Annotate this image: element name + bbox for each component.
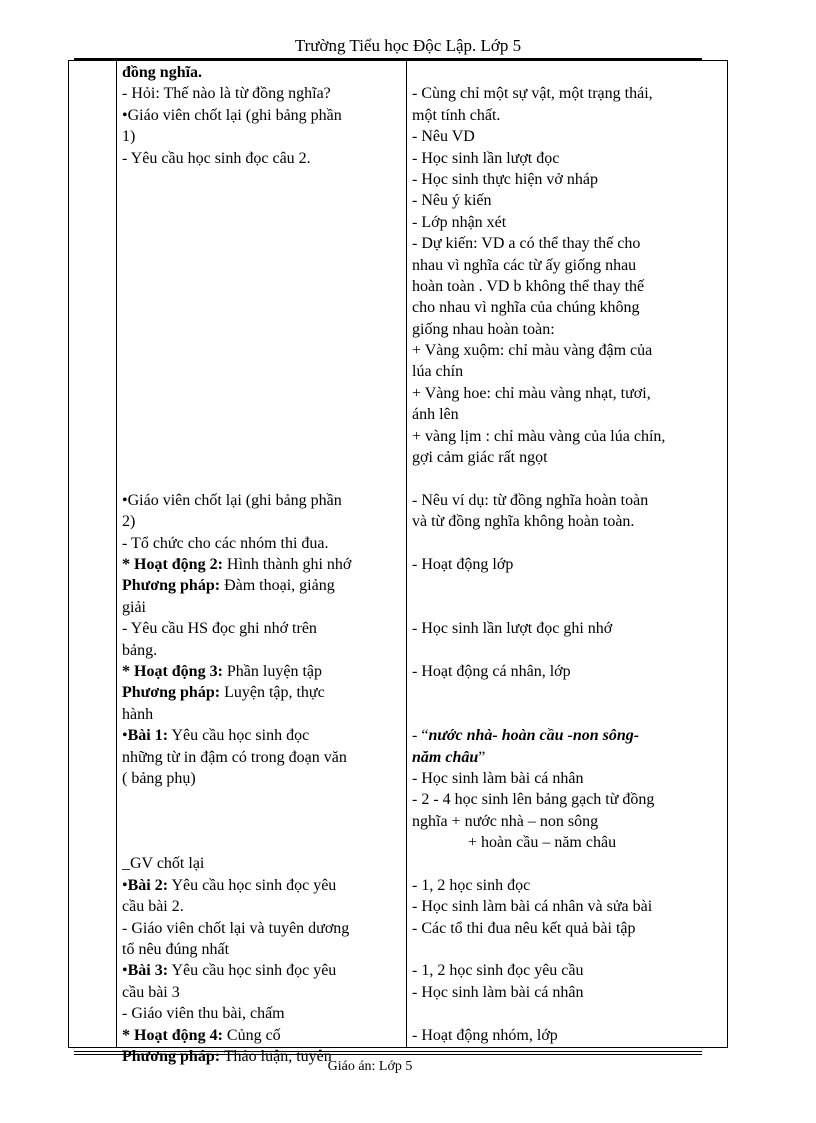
text-run: Phương pháp:: [122, 1047, 221, 1065]
left-column-line: [122, 190, 404, 211]
left-column-line: 2): [122, 513, 136, 531]
text-run: - “: [412, 727, 429, 745]
text-run: Yêu cầu học sinh đọc yêu: [168, 962, 337, 980]
footer-rule-top: [74, 1051, 702, 1052]
left-column-line: [122, 233, 404, 254]
right-column-line: [412, 575, 724, 596]
text-run: Yêu cầu học sinh đọc: [168, 727, 310, 745]
table-column-divider-2: [406, 60, 407, 1048]
right-column-line: - 1, 2 học sinh đọc yêu cầu: [412, 962, 584, 980]
right-column-line: [412, 682, 724, 703]
left-column-line: [122, 361, 404, 382]
left-column-line: những từ in đậm có trong đoạn văn: [122, 748, 347, 766]
text-run: ”: [478, 748, 486, 766]
left-column-line: [122, 789, 404, 810]
right-column-line: + Vàng xuộm: chỉ màu vàng đậm của: [412, 342, 653, 360]
text-run: Phương pháp:: [122, 684, 221, 702]
left-column-line: - Hỏi: Thế nào là từ đồng nghĩa?: [122, 85, 331, 103]
right-column-line: - Học sinh làm bài cá nhân và sửa bài: [412, 898, 653, 916]
text-run: * Hoạt động 3:: [122, 662, 223, 680]
right-column-line: lúa chín: [412, 363, 464, 381]
left-column-line: [122, 255, 404, 276]
left-column-line: - Yêu cầu HS đọc ghi nhớ trên: [122, 620, 317, 638]
text-run: Phương pháp:: [122, 577, 221, 595]
left-column-line: [122, 383, 404, 404]
left-column-line: [122, 682, 404, 703]
right-column-line: - Nêu ví dụ: từ đồng nghĩa hoàn toàn: [412, 491, 649, 509]
right-column-line: [412, 747, 724, 768]
left-column-line: [122, 404, 404, 425]
text-run: Phần luyện tập: [222, 662, 322, 680]
text-run: nước nhà- hoàn cầu -non sông-: [428, 727, 640, 745]
left-column-line: [122, 426, 404, 447]
right-column-line: + hoàn cầu – năm châu: [468, 834, 617, 852]
right-column-line: - Dự kiến: VD a có thể thay thế cho: [412, 235, 641, 253]
left-column-line: _GV chốt lại: [122, 855, 205, 873]
right-column-line: - Hoạt động cá nhân, lớp: [412, 662, 571, 680]
left-column-line: [122, 447, 404, 468]
left-column-line: - Giáo viên chốt lại và tuyên dương: [122, 919, 350, 937]
right-column-line: - Các tổ thi đua nêu kết quả bài tập: [412, 919, 636, 937]
left-column-line: [122, 960, 404, 981]
text-run: Thảo luận, tuyên: [220, 1047, 332, 1065]
footer-rule-bottom: [74, 1054, 702, 1055]
left-column-line: [122, 554, 404, 575]
right-column-line: [412, 62, 724, 83]
page-footer: Giáo án: Lớp 5: [327, 1059, 413, 1074]
right-column-line: - Hoạt động nhóm, lớp: [412, 1026, 558, 1044]
left-column-line: - Giáo viên thu bài, chấm: [122, 1005, 285, 1023]
right-column-line: - Lớp nhận xét: [412, 213, 507, 231]
left-column-line: [122, 340, 404, 361]
right-column-line: - Cùng chỉ một sự vật, một trạng thái,: [412, 85, 653, 103]
right-column-line: giống nhau hoàn toàn:: [412, 320, 555, 338]
left-column-line: 1): [122, 128, 136, 146]
right-column-line: [412, 853, 724, 874]
right-column-line: [412, 533, 724, 554]
right-column-line: [412, 468, 724, 489]
left-column-line: [122, 319, 404, 340]
right-column-line: - Học sinh làm bài cá nhân: [412, 769, 584, 787]
left-column-line: hành: [122, 705, 154, 723]
text-run: * Hoạt động 4:: [122, 1026, 223, 1044]
right-column-line: [412, 640, 724, 661]
right-column-line: ánh lên: [412, 406, 459, 424]
right-column-line: - Học sinh lần lượt đọc: [412, 149, 560, 167]
right-column-line: + vàng lịm : chỉ màu vàng của lúa chín,: [412, 427, 666, 445]
right-column-line: nhau vì nghĩa các từ ấy giống nhau: [412, 256, 637, 274]
left-column-line: [122, 212, 404, 233]
text-run: Luyện tập, thực: [220, 684, 325, 702]
left-column-line: [122, 875, 404, 896]
right-column-line: nghĩa + nước nhà – non sông: [412, 812, 599, 830]
right-column-line: [412, 1003, 724, 1024]
teacher-activities-column: [122, 62, 404, 1067]
right-column-line: - Học sinh lần lượt đọc ghi nhớ: [412, 620, 613, 638]
right-column-line: - Nêu VD: [412, 128, 475, 146]
left-column-line: • Giáo viên chốt lại (ghi bảng phần: [122, 105, 404, 126]
left-column-line: [122, 661, 404, 682]
left-column-line: tổ nêu đúng nhất: [122, 941, 230, 959]
right-column-line: [412, 939, 724, 960]
left-column-line: bảng.: [122, 641, 158, 659]
right-column-line: cho nhau vì nghĩa của chúng không: [412, 299, 640, 317]
left-column-line: - Yêu cầu học sinh đọc câu 2.: [122, 149, 311, 167]
student-activities-column: [412, 62, 724, 1067]
left-column-line: [122, 169, 404, 190]
right-column-line: - Học sinh thực hiện vở nháp: [412, 170, 598, 188]
text-run: * Hoạt động 2:: [122, 555, 223, 573]
left-column-line: cầu bài 2.: [122, 898, 184, 916]
right-column-line: - Hoạt động lớp: [412, 555, 514, 573]
left-column-line: đồng nghĩa.: [122, 64, 203, 81]
right-column-line: [412, 704, 724, 725]
left-column-line: [122, 468, 404, 489]
page-header-title: Trường Tiểu học Độc Lập. Lớp 5: [294, 36, 522, 55]
left-column-line: [122, 832, 404, 853]
right-column-line: - 2 - 4 học sinh lên bảng gạch từ đồng: [412, 791, 655, 809]
left-column-line: [122, 297, 404, 318]
right-column-line: [412, 597, 724, 618]
text-run: Bài 3:: [127, 962, 169, 980]
right-column-line: [412, 725, 724, 746]
left-column-line: cầu bài 3: [122, 983, 180, 1001]
left-column-line: ( bảng phụ): [122, 769, 196, 787]
left-column-line: [122, 575, 404, 596]
right-column-line: + Vàng hoe: chỉ màu vàng nhạt, tươi,: [412, 384, 651, 402]
left-column-line: - Tổ chức cho các nhóm thi đua.: [122, 534, 329, 552]
text-run: Đàm thoại, giảng: [220, 577, 335, 595]
right-column-line: và từ đồng nghĩa không hoàn toàn.: [412, 513, 635, 531]
left-column-line: [122, 1025, 404, 1046]
right-column-line: - Học sinh làm bài cá nhân: [412, 983, 584, 1001]
text-run: Bài 1:: [127, 727, 169, 745]
right-column-line: - Nêu ý kiến: [412, 192, 492, 210]
left-column-line: [122, 276, 404, 297]
right-column-line: một tính chất.: [412, 106, 501, 124]
text-run: Củng cố: [222, 1026, 281, 1044]
text-run: Hình thành ghi nhớ: [222, 555, 352, 573]
text-run: Bài 2:: [127, 876, 169, 894]
left-column-line: [122, 725, 404, 746]
left-column-line: giải: [122, 598, 146, 616]
left-column-line: [122, 811, 404, 832]
left-column-line: • Giáo viên chốt lại (ghi bảng phần: [122, 490, 404, 511]
right-column-line: gợi cảm giác rất ngọt: [412, 449, 548, 467]
right-column-line: hoàn toàn . VD b không thể thay thế: [412, 277, 645, 295]
right-column-line: - 1, 2 học sinh đọc: [412, 876, 531, 894]
table-column-divider-1: [116, 60, 117, 1048]
text-run: năm châu: [412, 748, 479, 766]
text-run: Yêu cầu học sinh đọc yêu: [168, 876, 337, 894]
